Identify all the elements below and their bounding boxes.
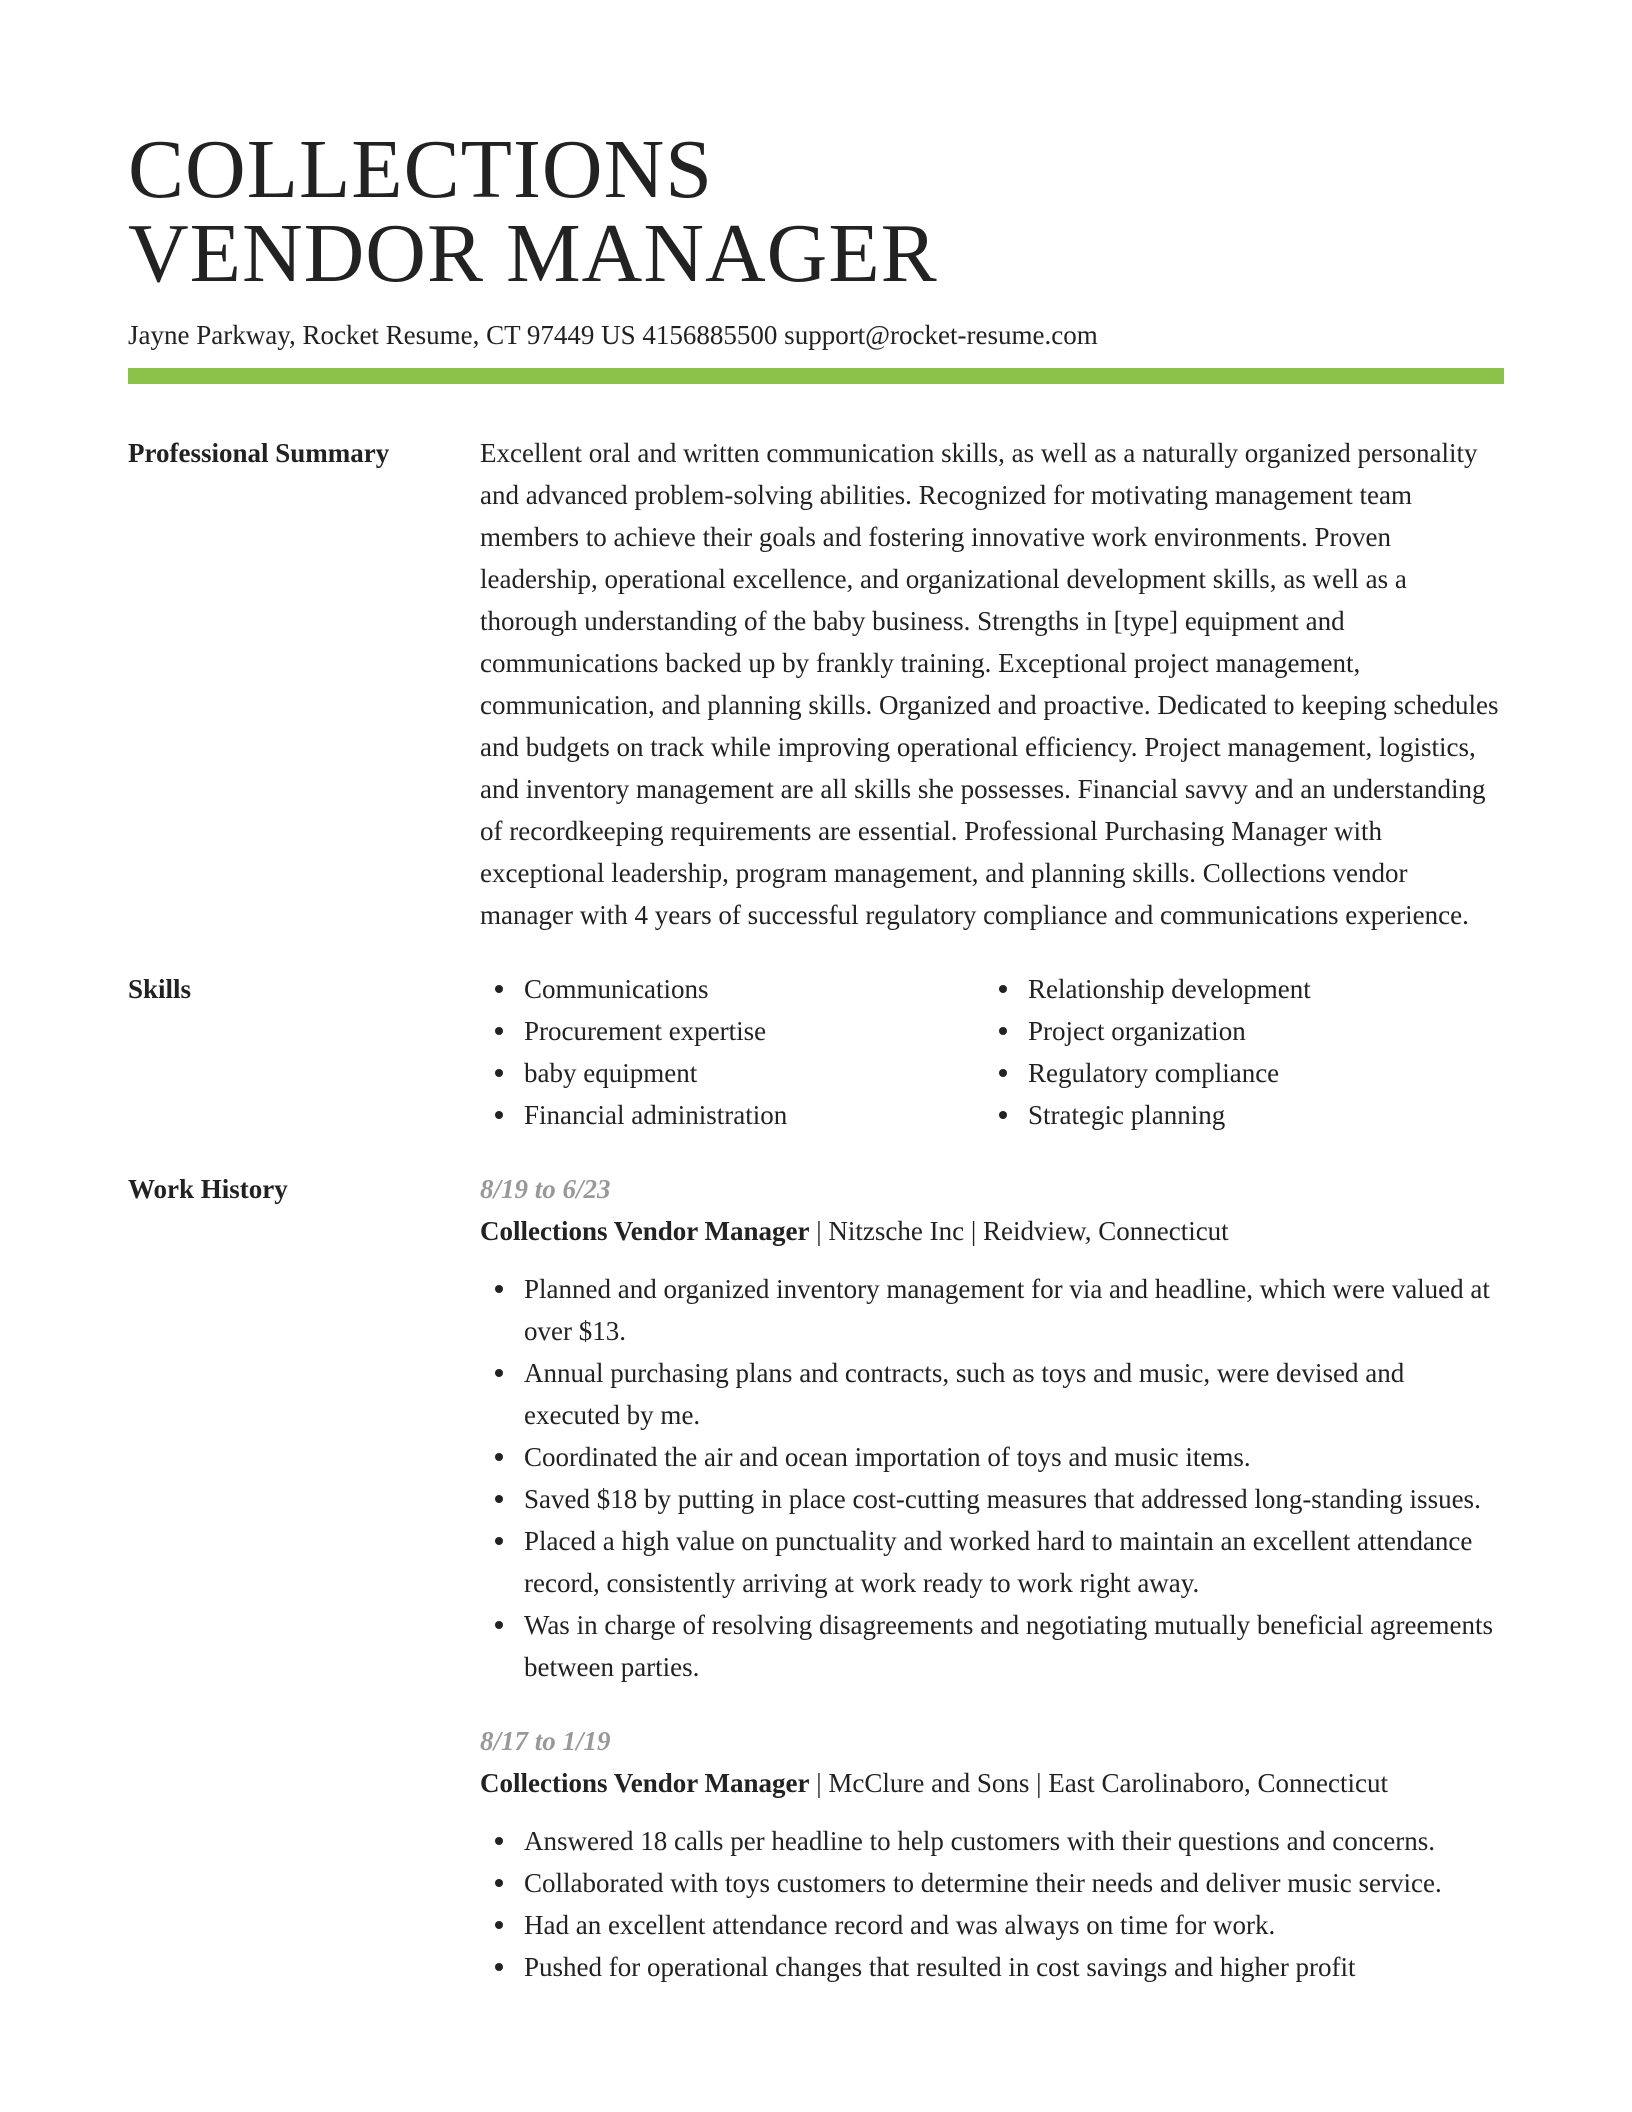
job-company-location: | McClure and Sons | East Carolinaboro, Connecticut — [809, 1768, 1388, 1798]
skill-item: Financial administration — [480, 1094, 984, 1136]
accent-divider — [128, 368, 1504, 384]
work-history-section — [128, 1168, 1504, 1988]
skills-section — [128, 968, 1504, 1136]
job-bullet: Planned and organized inventory management for via and headline, which were valued at over $13. — [480, 1268, 1504, 1352]
job-entry — [480, 1720, 1504, 1988]
skill-item: Project organization — [984, 1010, 1488, 1052]
job-dates: 8/19 to 6/23 — [480, 1174, 611, 1204]
job-bullet: Annual purchasing plans and contracts, such as toys and music, were devised and executed by me. — [480, 1352, 1504, 1436]
skills-list-right — [984, 968, 1488, 1136]
section-label-skills: Skills — [128, 974, 192, 1004]
section-label-work: Work History — [128, 1174, 288, 1204]
skills-columns — [480, 968, 1504, 1136]
section-label-summary: Professional Summary — [128, 438, 390, 468]
skill-item: baby equipment — [480, 1052, 984, 1094]
job-bullets — [480, 1268, 1504, 1688]
skill-item: Procurement expertise — [480, 1010, 984, 1052]
work-history-body — [480, 1168, 1504, 1988]
job-bullet: Pushed for operational changes that resulted in cost savings and higher profit — [480, 1946, 1504, 1988]
job-bullet: Was in charge of resolving disagreements and negotiating mutually beneficial agreements between parties. — [480, 1604, 1504, 1688]
job-bullet: Saved $18 by putting in place cost-cutting measures that addressed long-standing issues. — [480, 1478, 1504, 1520]
job-entry — [480, 1168, 1504, 1688]
job-heading — [480, 1762, 1504, 1804]
resume-title — [128, 123, 1504, 300]
title-line-1: COLLECTIONS — [128, 123, 713, 216]
skill-item: Communications — [480, 968, 984, 1010]
job-bullet: Coordinated the air and ocean importation of toys and music items. — [480, 1436, 1504, 1478]
job-role: Collections Vendor Manager — [480, 1768, 810, 1798]
title-line-2: VENDOR MANAGER — [128, 207, 938, 300]
skill-item: Relationship development — [984, 968, 1488, 1010]
professional-summary-section — [128, 432, 1504, 936]
skill-item: Regulatory compliance — [984, 1052, 1488, 1094]
job-bullets — [480, 1820, 1504, 1988]
skills-list-left — [480, 968, 984, 1136]
job-bullet: Had an excellent attendance record and was always on time for work. — [480, 1904, 1504, 1946]
job-bullet: Placed a high value on punctuality and worked hard to maintain an excellent attendance record, consistently arriving at work ready to work right away. — [480, 1520, 1504, 1604]
job-bullet: Answered 18 calls per headline to help customers with their questions and concerns. — [480, 1820, 1504, 1862]
summary-text: Excellent oral and written communication skills, as well as a naturally organized personality and advanced problem-solving abilities. Recognized for motivating management team members to achieve their goals and fostering innovative work environments. Proven leadership, operational excellence, and organizational development skills, as well as a thorough understanding of the baby business. Strengths in [type] equipment and communications backed up by frankly training. Exceptional project management, communication, and planning skills. Organized and proactive. Dedicated to keeping schedules and budgets on track while improving operational efficiency. Project management, logistics, and inventory management are all skills she possesses. Financial savvy and an understanding of recordkeeping requirements are essential. Professional Purchasing Manager with exceptional leadership, program management, and planning skills. Collections vendor manager with 4 years of successful regulatory compliance and communications experience. — [480, 438, 1499, 930]
job-role: Collections Vendor Manager — [480, 1216, 810, 1246]
contact-line: Jayne Parkway, Rocket Resume, CT 97449 US 4156885500 support@rocket-resume.com — [128, 320, 1098, 350]
job-bullet: Collaborated with toys customers to determine their needs and deliver music service. — [480, 1862, 1504, 1904]
skill-item: Strategic planning — [984, 1094, 1488, 1136]
job-dates: 8/17 to 1/19 — [480, 1726, 611, 1756]
job-company-location: | Nitzsche Inc | Reidview, Connecticut — [809, 1216, 1229, 1246]
job-heading — [480, 1210, 1504, 1252]
